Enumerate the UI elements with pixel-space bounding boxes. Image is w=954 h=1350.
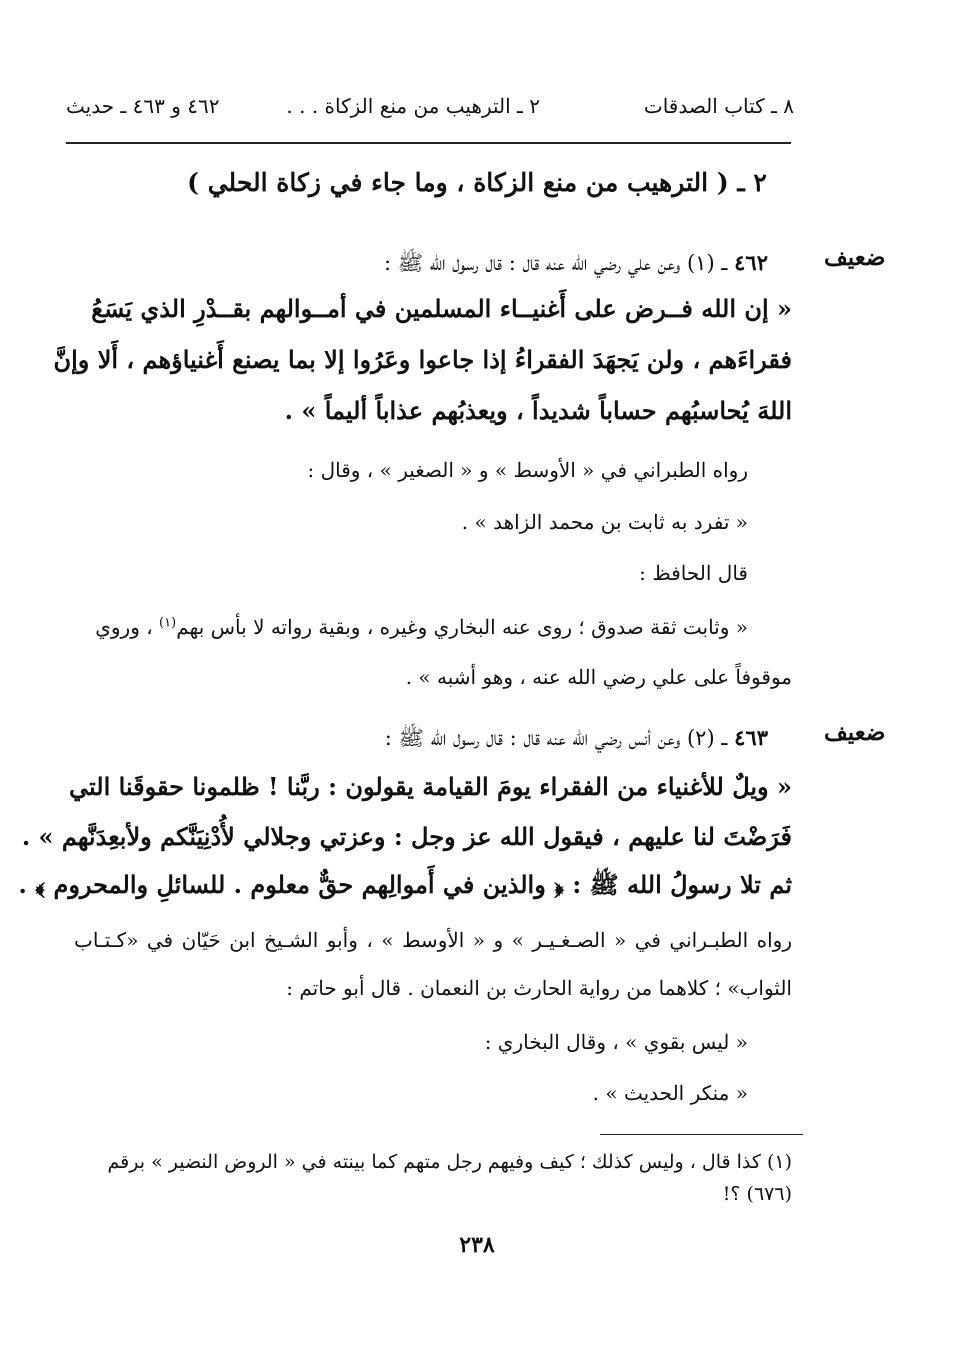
hafiz-quote-462-line-1: [95, 615, 748, 639]
quote-462: « تفرد به ثابت بن محمد الزاهد » .: [461, 510, 748, 534]
header-rule: [66, 142, 791, 144]
hadith-intro-462: [384, 250, 768, 281]
header-hadith-range: ٤٦٢ و ٤٦٣ ـ حديث: [66, 94, 220, 118]
source-463-line-2: الثواب» ؛ كلاهما من رواية الحارث بن النعمان . قال أبو حاتم :: [286, 976, 792, 1000]
hafiz-quote-462-line-2: موقوفاً على علي رضي الله عنه ، وهو أشبه » .: [405, 665, 792, 689]
chapter-title: ٢ ـ ( الترهيب من منع الزكاة ، وما جاء في زكاة الحلي ): [187, 168, 767, 197]
footnote-rule: [600, 1134, 803, 1135]
hafiz-quote-462-text-end: ، وروي: [95, 615, 153, 639]
hafiz-label-462: قال الحافظ :: [639, 561, 748, 585]
hadith-text-462-line-1: « إن الله فــرض على أَغنيــاء المسلمين في أمــوالهم بقــدْرِ الذي يَسَعُ: [91, 294, 792, 323]
hadith-text-463-line-3: ثم تلا رسولُ الله ﷺ : ﴿ والذين في أَموالِهم حقٌّ معلوم . للسائلِ والمحروم ﴾ .: [18, 870, 792, 899]
footnote-reference: (١): [159, 615, 177, 631]
quote-463-2: « منكر الحديث » .: [592, 1081, 748, 1105]
quote-463-1: « ليس بقوي » ، وقال البخاري :: [484, 1030, 748, 1054]
hadith-intro-463: [385, 725, 768, 756]
footnote-line-1: (١) كذا قال ، وليس كذلك ؛ كيف وفيهم رجل متهم كما بينته في « الروض النضير » برقم: [107, 1151, 792, 1173]
hadith-intro-text-463: ـ (٢) وعن أنس رضي الله عنه قال : قال رسول الله ﷺ :: [384, 726, 728, 750]
hadith-text-463-line-1: « ويلٌ للأغنياء من الفقراء يومَ القيامة يقولون : ربَّنا ! ظلمونا حقوقَنا التي: [69, 772, 792, 801]
hadith-text-463-line-2: فَرَضْتَ لنا عليهم ، فيقول الله عز وجل : وعزتي وجلالي لأُدْنِيَنَّكم ولأبعِدَنَّهم » .: [21, 822, 792, 851]
header-book-title: ٨ ـ كتاب الصدقات: [643, 94, 794, 118]
hadith-number-462: ٤٦٢: [734, 250, 768, 275]
hadith-number-463: ٤٦٣: [734, 725, 768, 750]
source-463-line-1: رواه الطبـراني في « الصـغـيـر » و « الأوسط » ، وأبو الشـيخ ابن حَيّان في «كـتـاب: [74, 928, 792, 952]
hadith-text-462-line-2: فقراءَهم ، ولن يَجهَدَ الفقراءُ إذا جاعوا وعَرُوا إلا بما يصنع أَغنياؤهم ، أَلا وإنَّ: [53, 345, 792, 374]
grade-label-462: ضعيف: [824, 244, 886, 271]
footnote-line-2: (٦٧٦) ؟!: [722, 1183, 792, 1205]
page-number: ٢٣٨: [459, 1232, 495, 1258]
hafiz-quote-462-text: « وثابت ثقة صدوق ؛ روى عنه البخاري وغيره ، وبقية رواته لا بأس بهم: [176, 615, 748, 639]
hadith-text-462-line-3: اللهَ يُحاسبُهم حساباً شديداً ، ويعذبُهم عذاباً أليماً » .: [284, 396, 792, 425]
grade-label-463: ضعيف: [824, 719, 886, 746]
header-chapter-title: ٢ ـ الترهيب من منع الزكاة . . .: [286, 94, 540, 118]
source-462: رواه الطبراني في « الأوسط » و « الصغير » ، وقال :: [307, 458, 748, 482]
hadith-intro-text-462: ـ (١) وعن علي رضي الله عنه قال : قال رسول الله ﷺ :: [383, 251, 728, 275]
